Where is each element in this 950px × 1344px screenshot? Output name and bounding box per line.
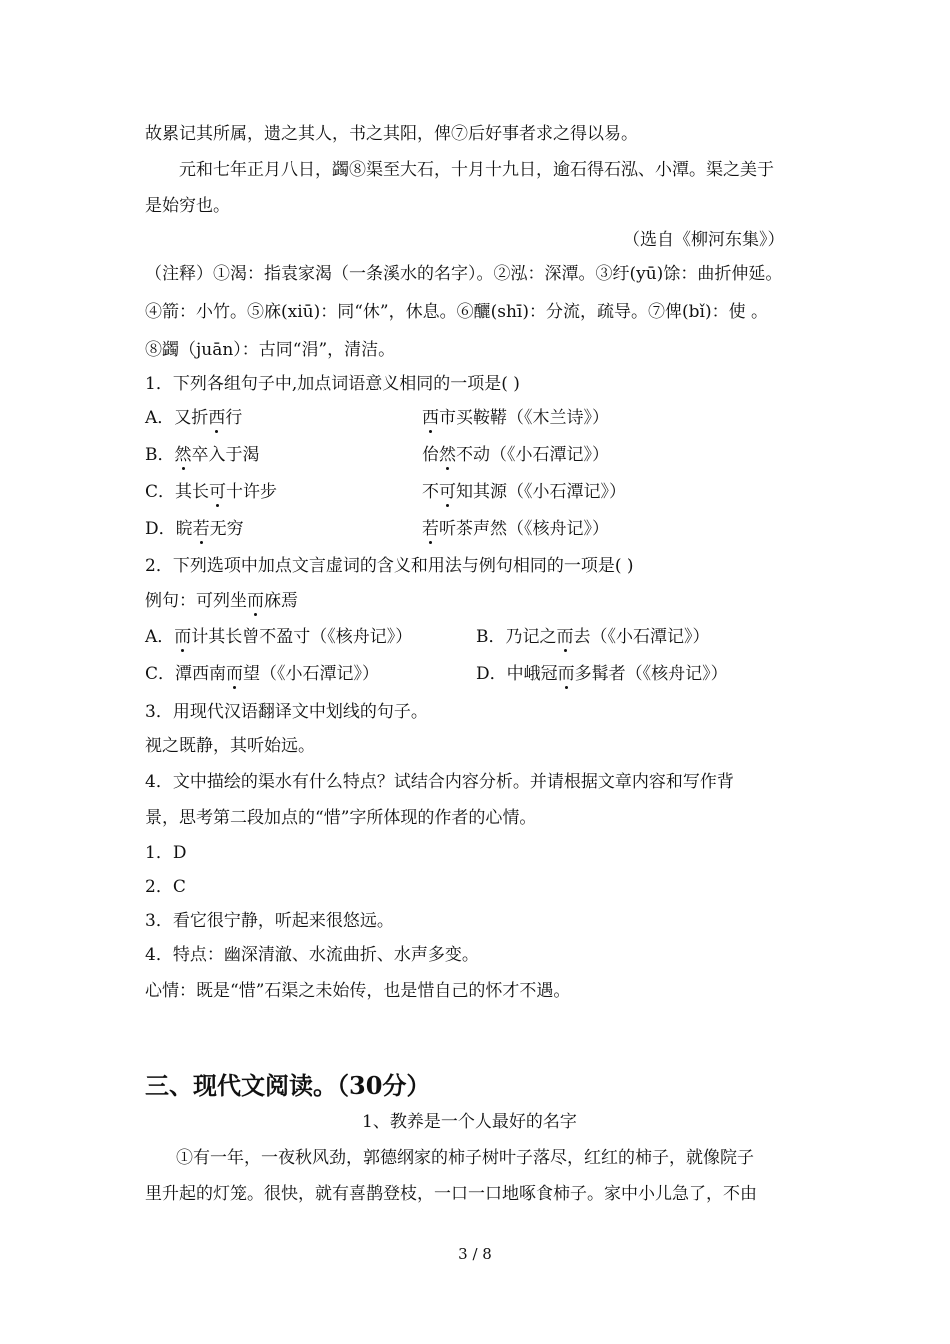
question-3: 3．用现代汉语翻译文中划线的句子。 <box>145 702 428 722</box>
q1-option-c-right: 不可知其源（《小石潭记》） <box>422 482 626 502</box>
q2-example: 例句：可列坐而庥焉 <box>145 591 298 611</box>
passage-line: 元和七年正月八日，蠲⑧渠至大石，十月十九日，逾石得石泓、小潭。渠之美于 <box>179 160 774 180</box>
answer-4-mood: 心情：既是“惜”石渠之未始传，也是惜自己的怀才不遇。 <box>145 981 571 1001</box>
q1-option-b-left: B．然卒入于渴 <box>145 445 260 465</box>
page-number: 3 / 8 <box>458 1245 492 1263</box>
article-title: 1、教养是一个人最好的名字 <box>362 1112 577 1132</box>
q1-option-b-right: 佁然不动（《小石潭记》） <box>422 445 609 465</box>
answer-1: 1．D <box>145 843 187 863</box>
source-citation: （选自《柳河东集》） <box>623 230 785 250</box>
q1-option-c-left: C．其长可十许步 <box>145 482 278 502</box>
q2-option-a: A．而计其长曾不盈寸（《核舟记》） <box>145 627 413 647</box>
article-paragraph: ①有一年，一夜秋风劲，郭德纲家的柿子树叶子落尽，红红的柿子，就像院子 <box>176 1148 754 1168</box>
q2-option-d: D．中峨冠而多髯者（《核舟记》） <box>476 664 728 684</box>
article-paragraph: 里升起的灯笼。很快，就有喜鹊登枝，一口一口地啄食柿子。家中小儿急了，不由 <box>145 1184 757 1204</box>
q2-option-b: B．乃记之而去（《小石潭记》） <box>476 627 710 647</box>
q2-option-c: C．潭西南而望（《小石潭记》） <box>145 664 380 684</box>
question-3-sentence: 视之既静，其听始远。 <box>145 736 315 756</box>
question-4: 4．文中描绘的渠水有什么特点？试结合内容分析。并请根据文章内容和写作背 <box>145 772 734 792</box>
answer-2: 2．C <box>145 877 186 897</box>
q1-option-a-left: A．又折西行 <box>145 408 243 428</box>
question-1: 1．下列各组句子中,加点词语意义相同的一项是( ) <box>145 374 520 394</box>
answer-3: 3．看它很宁静，听起来很悠远。 <box>145 911 394 931</box>
question-2: 2．下列选项中加点文言虚词的含义和用法与例句相同的一项是( ) <box>145 556 634 576</box>
annotation-line: ④箭：小竹。⑤庥(xiū)：同“休”，休息。⑥釃(shī)：分流，疏导。⑦俾(bǐ)：使 。 <box>145 302 768 322</box>
annotation-line: ⑧蠲（juān）：古同“涓”，清洁。 <box>145 340 396 360</box>
q1-option-d-right: 若听茶声然（《核舟记》） <box>422 519 609 539</box>
passage-line: 故累记其所属，遗之其人，书之其阳，俾⑦后好事者求之得以易。 <box>145 124 638 144</box>
section-heading: 三、现代文阅读。（30分） <box>145 1071 431 1100</box>
question-4-cont: 景，思考第二段加点的“惜”字所体现的作者的心情。 <box>145 808 537 828</box>
passage-line: 是始穷也。 <box>145 196 230 216</box>
annotation-line: （注释）①渴：指袁家渴（一条溪水的名字）。②泓：深潭。③纡(yū)馀：曲折伸延。 <box>145 264 783 284</box>
q1-option-a-right: 西市买鞍鞯（《木兰诗》） <box>422 408 609 428</box>
q1-option-d-left: D．睆若无穷 <box>145 519 244 539</box>
answer-4: 4．特点：幽深清澈、水流曲折、水声多变。 <box>145 945 479 965</box>
